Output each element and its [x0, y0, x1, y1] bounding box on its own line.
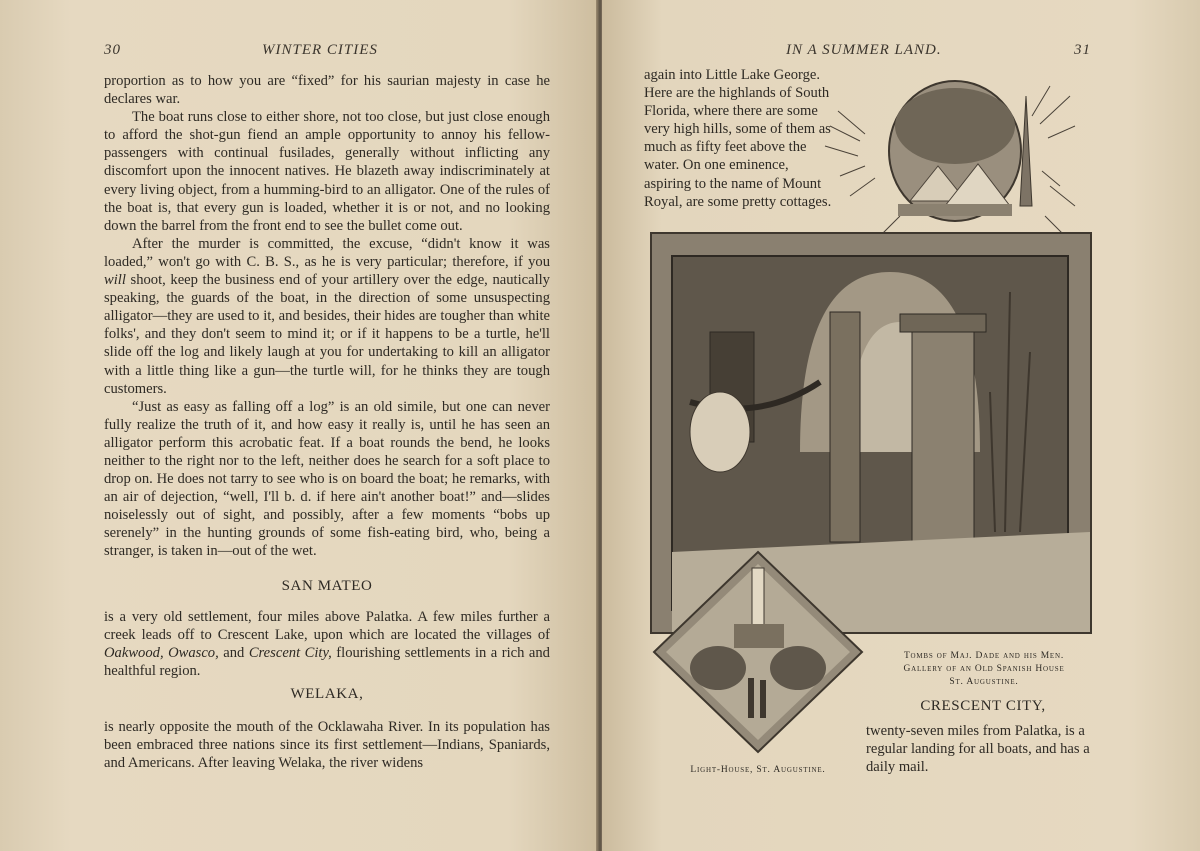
paragraph: is nearly opposite the mouth of the Ocklawaha River. In its population has been embraced three nations since its first settlement—Indians, Spaniards, and Americans. After leaving Welaka, the river widens [104, 719, 550, 772]
right-running-head: IN A SUMMER LAND. [786, 42, 942, 58]
paragraph [104, 235, 550, 398]
welaka-text [104, 718, 550, 772]
caption-line: Gallery of an Old Spanish House [903, 664, 1065, 674]
paragraph: proportion as to how you are “fixed” for his saurian majesty in case he declares war. [104, 73, 550, 108]
text-run: is a very old settlement, four miles above Palatka. A few miles further a creek leads off to Crescent Lake, upon which are located the villages of [104, 609, 550, 644]
right-page-number: 31 [1074, 42, 1091, 58]
left-body-text [104, 72, 550, 561]
paragraph: The boat runs close to either shore, not too close, but just close enough to afford the shot-gun fiend an ample opportunity to annoy his fellow-passengers with continual fusilades, generally without inflicting any discomfort upon the innocent natives. He blazeth away indiscriminately at every living object, from a humming-bird to an alligator. One of the rules of the boat is, that every gun is loaded, whether it is or not, and no looking down the barrel from the front end to see the bullet come out. [104, 109, 550, 234]
right-page [602, 0, 1200, 851]
text-run: flourishing settlements in a rich and healthful region. [104, 645, 550, 680]
emphasis: will [104, 272, 126, 289]
heading-welaka: WELAKA, [290, 686, 364, 702]
village-name: Oakwood, [104, 645, 164, 662]
heading-san-mateo: SAN MATEO [281, 578, 373, 594]
main-caption [864, 650, 1104, 689]
village-name: Crescent City, [248, 645, 332, 662]
crescent-text: twenty-seven miles from Palatka, is a regular landing for all boats, and has a daily mail. [866, 723, 1090, 776]
caption-line: Tombs of Maj. Dade and his Men. [903, 651, 1065, 661]
paragraph [104, 608, 550, 680]
heading-crescent-city: CRESCENT CITY, [920, 698, 1046, 714]
caption-line: St. Augustine. [949, 677, 1019, 687]
left-page-number: 30 [104, 42, 121, 58]
text-run: and [223, 645, 245, 662]
lighthouse-illustration [648, 548, 868, 758]
paragraph: “Just as easy as falling off a log” is an old simile, but one can never fully realize the truth of it, and how easy it really is, until he has seen an alligator perform this acrobatic feat. If a boat rounds the bend, he looks neither to the right nor to the left, neither does he search for a soft place to drop on. He does not tarry to see who is on board the boat; he remarks, with an air of dejection, “well, I'll b. d. if here ain't another boat!” and—slides noiselessly out of sight, and possibly, after a few moments “bobs up serenely” in the hunting grounds of some fish-eating bird, who, being a stranger, is taken in—out of the wet. [104, 398, 550, 560]
text-run: After the murder is committed, the excuse, “didn't know it was loaded,” won't go with C. B. S., as he is very particular; therefore, if you [104, 235, 550, 270]
intro-text: again into Little Lake George. Here are the highlands of South Florida, where there are some very high hills, some of them as much as fifty feet above the water. On one eminence, aspiring to the name of Mount Royal, are some pretty cottages. [644, 67, 832, 210]
text-run: shoot, keep the business end of your artillery over the edge, nautically speaking, the guards of the boat, in the direction of some unsuspecting alligator—they are used to it, and besides, their hides are tougher than white folks', and they don't seem to mind it; or if it happens to be a turtle, he'll slide off the log and likely laugh at you for undertaking to kill an alligator with a little thing like a gun—the turtle will, for he thinks they are tough customers. [104, 272, 550, 397]
left-running-head: WINTER CITIES [262, 42, 378, 58]
san-mateo-text [104, 608, 550, 680]
village-name: Owasco, [168, 645, 219, 662]
left-page [0, 0, 598, 851]
obelisk-illustration [820, 66, 1090, 246]
lighthouse-caption: Light-House, St. Augustine. [690, 765, 826, 775]
